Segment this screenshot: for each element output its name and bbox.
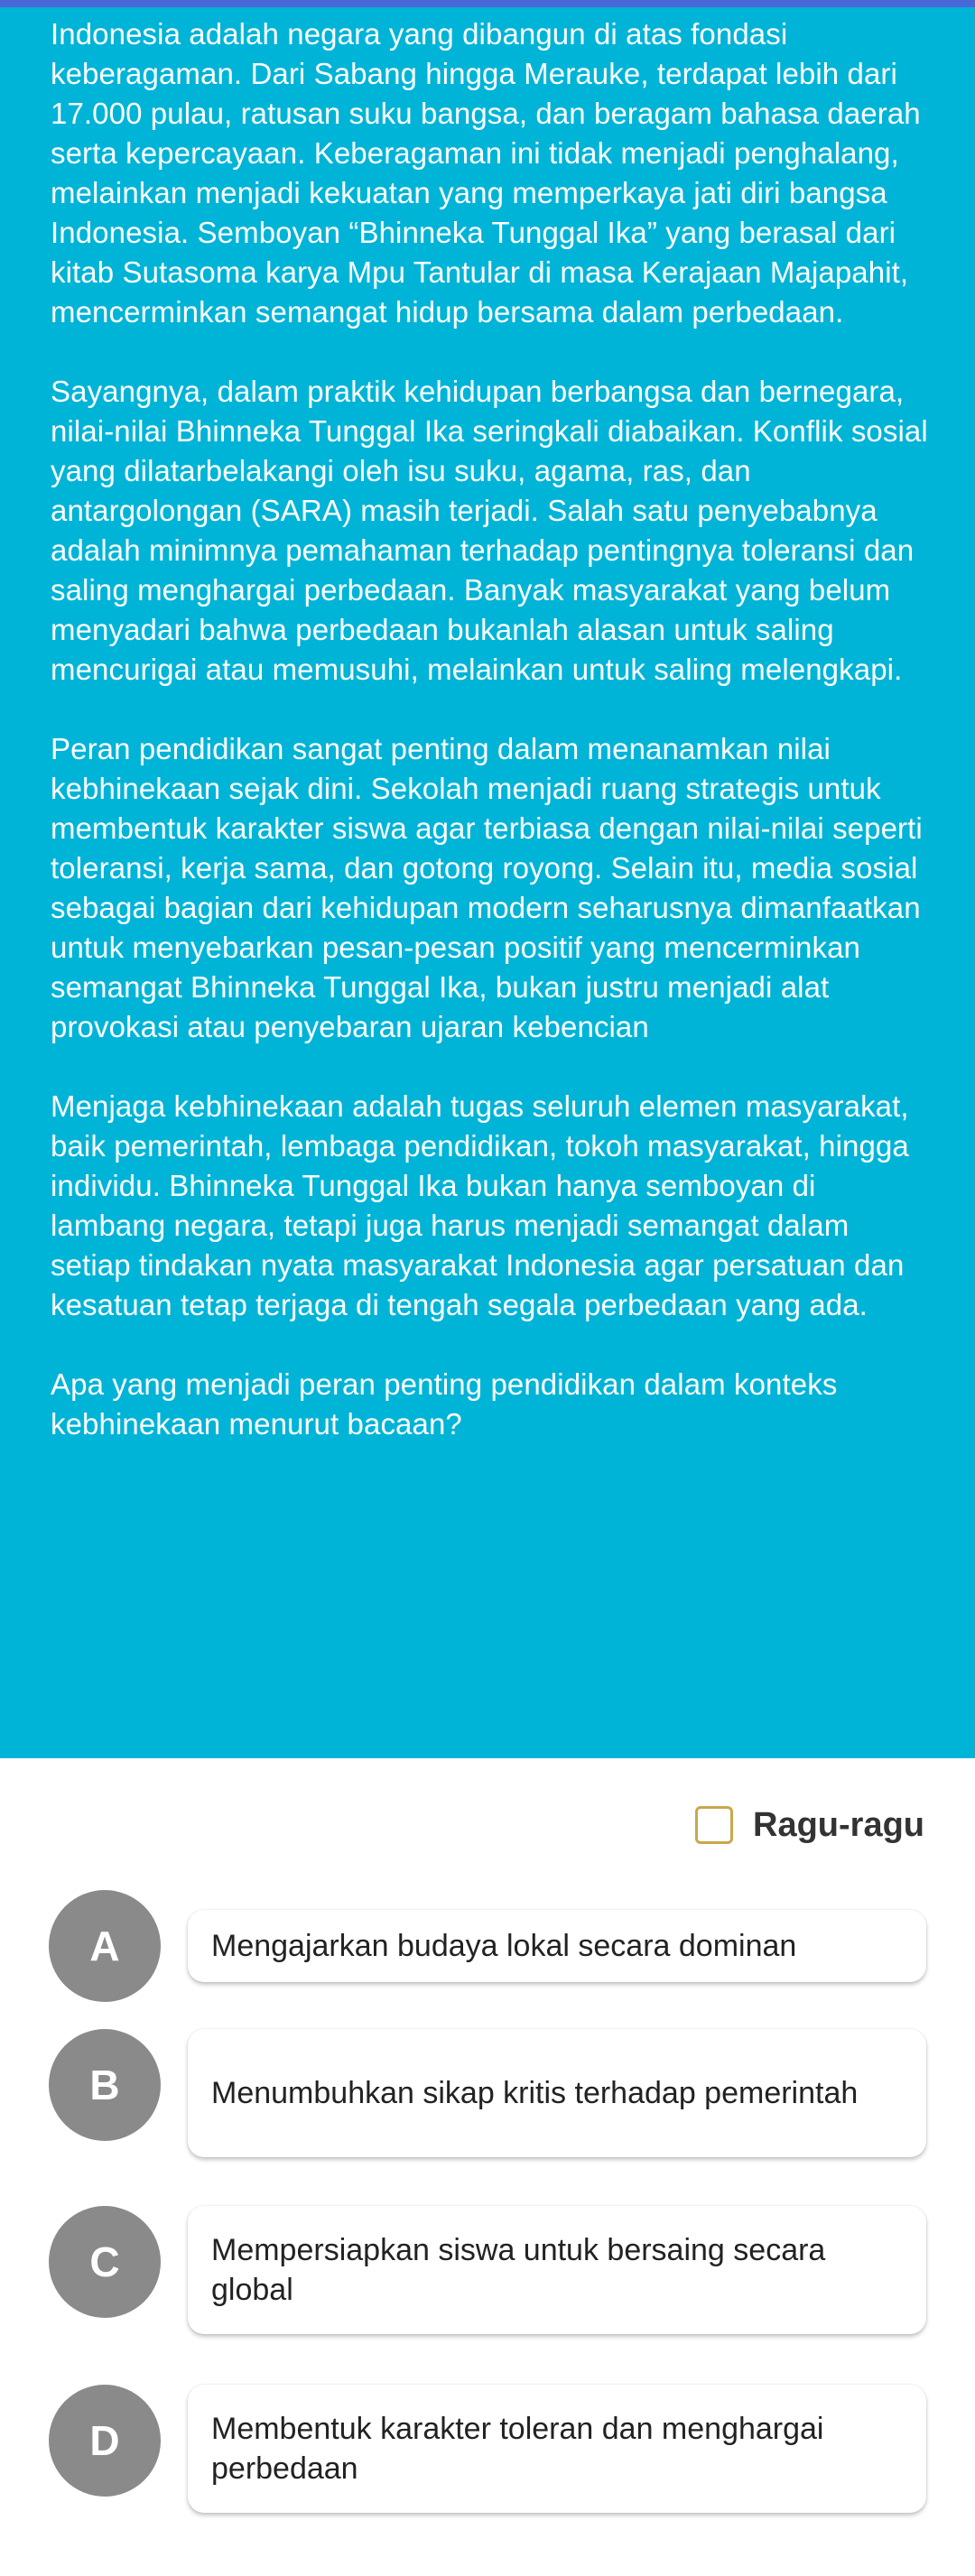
option-d-card[interactable]: [188, 2385, 926, 2513]
option-b-text: Menumbuhkan sikap kritis terhadap pemerintah: [211, 2076, 859, 2110]
option-letter-circle[interactable]: A: [49, 1890, 161, 2002]
option-letter-circle[interactable]: C: [49, 2206, 161, 2318]
doubt-toggle[interactable]: [695, 1802, 924, 1849]
doubt-label: Ragu-ragu: [753, 1805, 924, 1844]
reading-paragraph-2: Sayangnya, dalam praktik kehidupan berbangsa dan bernegara, nilai-nilai Bhinneka Tunggal Ika seringkali diabaikan. Konflik sosial yang dilatarbelakangi oleh isu suku, agama, ras, dan antargolongan (SARA) masih terjadi. Salah satu penyebabnya adalah minimnya pemahaman terhadap pentingnya toleransi dan saling menghargai perbedaan. Banyak masyarakat yang belum menyadari bahwa perbedaan bukanlah alasan untuk saling mencurigai atau memusuhi, melainkan untuk saling melengkapi.: [51, 375, 928, 686]
option-letter-circle[interactable]: D: [49, 2385, 161, 2497]
option-b[interactable]: [49, 2029, 926, 2157]
option-c-card[interactable]: [188, 2206, 926, 2334]
reading-paragraph-3: Peran pendidikan sangat penting dalam menanamkan nilai kebhinekaan sejak dini. Sekolah menjadi ruang strategis untuk membentuk karakter siswa agar terbiasa dengan nilai-nilai seperti toleransi, kerja sama, dan gotong royong. Selain itu, media sosial sebagai bagian dari kehidupan modern seharusnya dimanfaatkan untuk menyebarkan pesan-pesan positif yang mencerminkan semangat Bhinneka Tunggal Ika, bukan justru menjadi alat provokasi atau penyebaran ujaran kebencian: [51, 732, 923, 1043]
option-c[interactable]: [49, 2206, 926, 2334]
option-d[interactable]: [49, 2385, 926, 2513]
option-letter-circle[interactable]: B: [49, 2029, 161, 2141]
top-accent-bar: [0, 0, 975, 7]
reading-paragraph-1: Indonesia adalah negara yang dibangun di atas fondasi keberagaman. Dari Sabang hingga Merauke, terdapat lebih dari 17.000 pulau, ratusan suku bangsa, dan beragam bahasa daerah serta kepercayaan. Keberagaman ini tidak menjadi penghalang, melainkan menjadi kekuatan yang memperkaya jati diri bangsa Indonesia. Semboyan “Bhinneka Tunggal Ika” yang berasal dari kitab Sutasoma karya Mpu Tantular di masa Kerajaan Majapahit, mencerminkan semangat hidup bersama dalam perbedaan.: [51, 17, 921, 329]
question-text: Apa yang menjadi peran penting pendidikan dalam konteks kebhinekaan menurut bacaan?: [51, 1367, 838, 1441]
option-c-text: Mempersiapkan siswa untuk bersaing secara global: [211, 2233, 826, 2307]
doubt-checkbox[interactable]: [695, 1806, 733, 1844]
reading-passage: [0, 7, 975, 1758]
option-d-text: Membentuk karakter toleran dan menghargai perbedaan: [211, 2412, 824, 2486]
option-a-text: Mengajarkan budaya lokal secara dominan: [211, 1929, 797, 1963]
reading-paragraph-4: Menjaga kebhinekaan adalah tugas seluruh elemen masyarakat, baik pemerintah, lembaga pendidikan, tokoh masyarakat, hingga individu. Bhinneka Tunggal Ika bukan hanya semboyan di lambang negara, tetapi juga harus menjadi semangat dalam setiap tindakan nyata masyarakat Indonesia agar persatuan dan kesatuan tetap terjaga di tengah segala perbedaan yang ada.: [51, 1089, 909, 1321]
option-a[interactable]: [49, 1890, 926, 2002]
option-b-card[interactable]: [188, 2029, 926, 2157]
option-a-card[interactable]: [188, 1910, 926, 1982]
